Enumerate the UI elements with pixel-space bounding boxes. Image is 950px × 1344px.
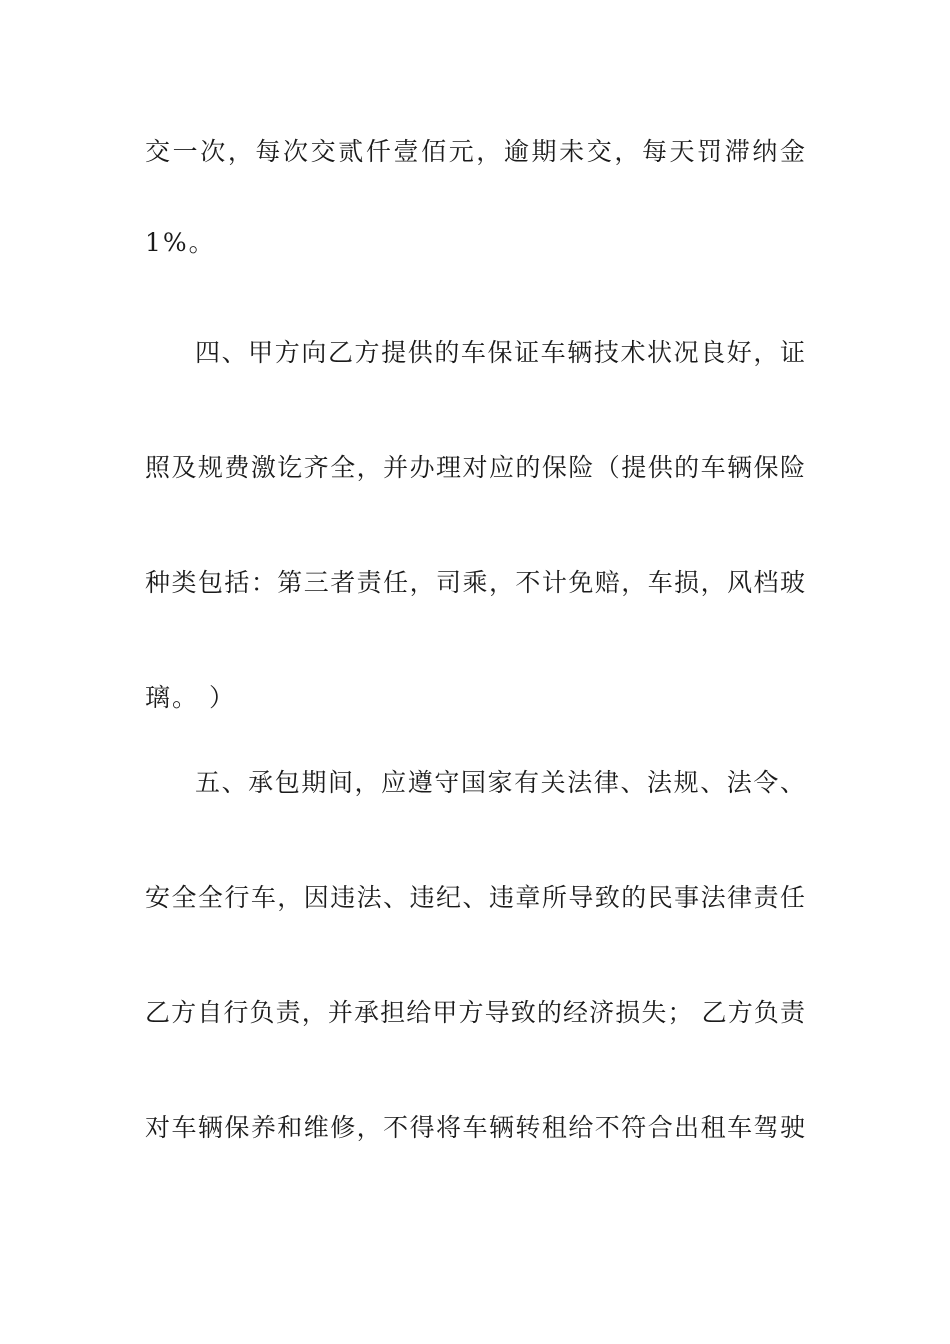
text-line-3: 四、甲方向乙方提供的车保证车辆技术状况良好，证: [195, 338, 805, 367]
text-line-6: 璃。 ）: [145, 683, 236, 712]
text-line-10: 对车辆保养和维修，不得将车辆转租给不符合出租车驾驶: [145, 1113, 805, 1142]
text-line-8: 安全全行车，因违法、违纪、违章所导致的民事法律责任: [145, 883, 805, 912]
text-line-5: 种类包括：第三者责任，司乘，不计免赔，车损，风档玻: [145, 568, 805, 597]
text-line-7: 五、承包期间，应遵守国家有关法律、法规、法令、: [195, 768, 805, 797]
text-line-1: 交一次，每次交贰仟壹佰元，逾期未交，每天罚滞纳金: [145, 137, 805, 166]
text-line-4: 照及规费激讫齐全，并办理对应的保险（提供的车辆保险: [145, 453, 805, 482]
text-line-9: 乙方自行负责，并承担给甲方导致的经济损失； 乙方负责: [145, 998, 805, 1027]
text-line-2: 1%。: [145, 228, 216, 257]
